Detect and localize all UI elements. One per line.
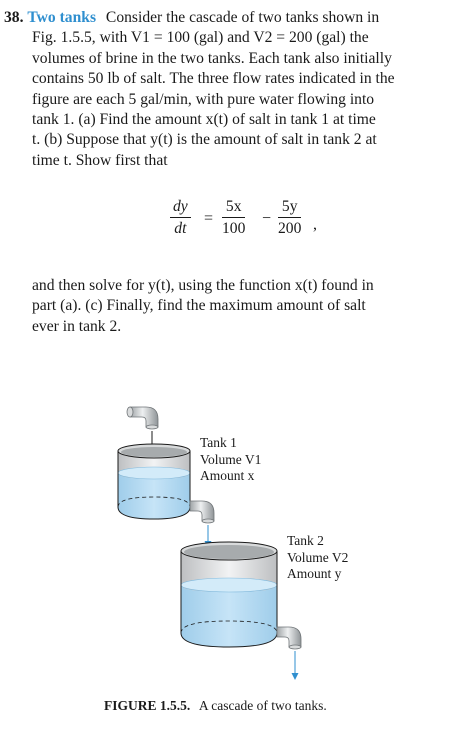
tank-2-labels [287,533,348,583]
fraction-numerator: 5x [222,198,245,218]
figure-caption-text: A cascade of two tanks. [198,698,327,713]
problem-text-line: volumes of brine in the two tanks. Each tank also initially [32,49,392,67]
flow-arrow-2 [292,651,299,680]
problem-text-line: Consider the cascade of two tanks shown in [105,9,380,26]
problem-text-line: ever in tank 2. [32,317,122,335]
problem-text-continued [4,276,450,337]
equation [160,196,360,252]
figure-caption-label: FIGURE 1.5.5. [104,698,191,713]
tank-2-outlet-pipe [277,627,301,649]
problem-text-line: t. (b) Suppose that y(t) is the amount of salt in tank 2 at [32,131,377,149]
tank-1-amount: Amount x [200,468,255,483]
minus-sign: − [262,210,272,227]
problem-text-line: contains 50 lb of salt. The three flow rates indicated in the [32,70,395,88]
tank-2-volume: Volume V2 [287,549,349,565]
fraction-5x-100 [222,198,245,238]
problem-text-line: part (a). (c) Finally, find the maximum amount of salt [32,297,366,315]
figure-tanks [0,395,469,695]
problem-text-line: time t. Show first that [32,151,168,169]
tank-1-labels [200,435,261,485]
tank-1 [118,444,190,519]
tank-1-volume: Volume V1 [200,451,262,467]
fraction-denominator: dt [174,220,187,237]
tank-1-outlet-pipe [190,501,214,523]
problem-number: 38. [4,9,24,26]
problem-text-line: Fig. 1.5.5, with V1 = 100 (gal) and V2 = 200 (gal) the [32,29,369,47]
fraction-numerator: dy [170,198,191,218]
problem-text-line: figure are each 5 gal/min, with pure water flowing into [32,90,375,108]
figure-caption [104,698,327,714]
fraction-denominator: 200 [278,220,302,237]
problem-line-1 [4,8,450,28]
fraction-denominator: 100 [222,220,246,237]
fraction-dy-dt [170,198,191,238]
equation-comma: , [313,216,317,233]
tank-2-amount: Amount y [287,566,342,581]
problem-text-line: tank 1. (a) Find the amount x(t) of salt in tank 1 at time [32,111,376,129]
problem-text-line: and then solve for y(t), using the function x(t) found in [32,277,374,294]
problem-text [4,8,450,171]
problem-title: Two tanks [27,9,97,26]
tank-2 [181,542,277,647]
fraction-numerator: 5y [278,198,301,218]
equals-sign: = [204,210,214,227]
inlet-pipe [127,407,158,429]
tank-1-name: Tank 1 [200,435,237,450]
fraction-5y-200 [278,198,301,238]
tank-2-name: Tank 2 [287,533,324,548]
